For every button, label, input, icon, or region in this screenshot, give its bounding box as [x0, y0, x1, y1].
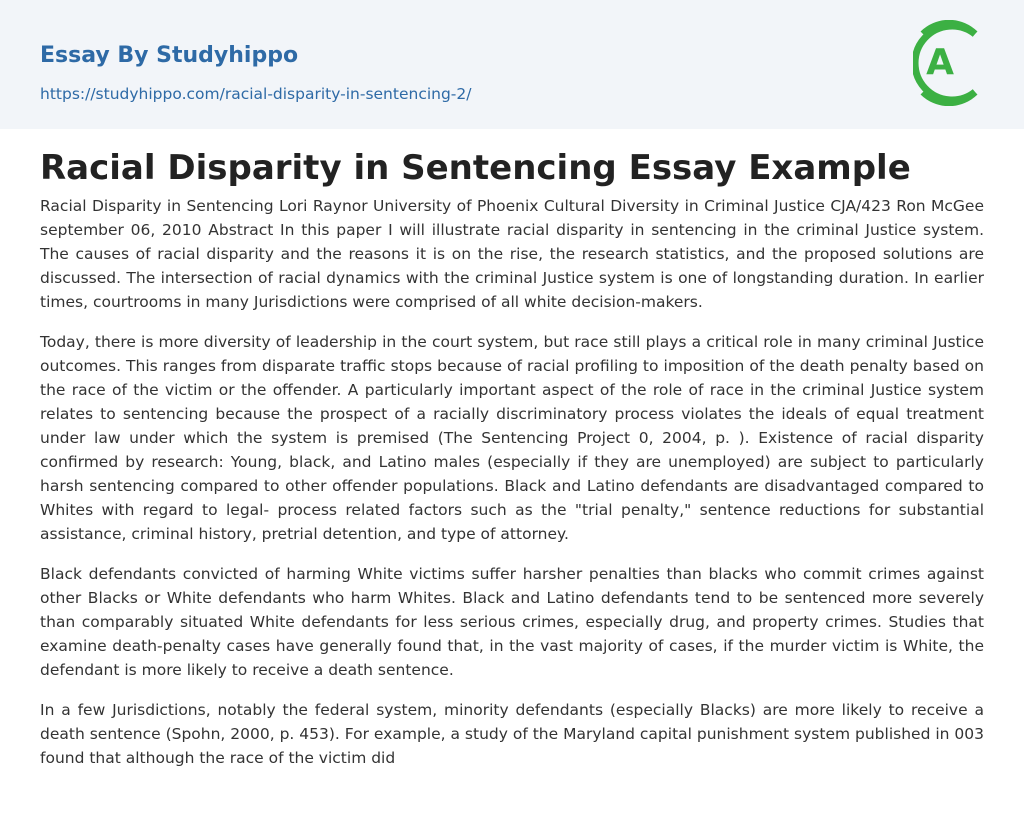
essay-paragraph: Today, there is more diversity of leadership in the court system, but race still plays a critical role in many criminal Justice outcomes. This ranges from disparate traffic stops because of racial profiling to imposition of the death penalty based on the race of the victim or the offender. A particularly important aspect of the role of race in the criminal Justice system relates to sentencing because the prospect of a racially discriminatory process violates the ideals of equal treatment under law under which the system is premised (The Sentencing Project 0, 2004, p. ). Existence of racial disparity confirmed by research: Young, black, and Latino males (especially if they are unemployed) are subject to particularly harsh sentencing compared to other offender populations. Black and Latino defendants are disadvantaged compared to Whites with regard to legal- process related factors such as the "trial penalty," sentence reductions for substantial assistance, criminal history, pretrial detention, and type of attorney.: [40, 333, 984, 543]
page-url-link[interactable]: https://studyhippo.com/racial-disparity-in-sentencing-2/: [40, 85, 472, 103]
site-brand[interactable]: Essay By Studyhippo: [40, 43, 299, 68]
logo-letter: A: [926, 42, 954, 83]
essay-paragraph: Black defendants convicted of harming White victims suffer harsher penalties than blacks who commit crimes against other Blacks or White defendants who harm Whites. Black and Latino defendants tend to be sentenced more severely than comparably situated White defendants for less serious crimes, especially drug, and property crimes. Studies that examine death-penalty cases have generally found that, in the vast majority of cases, if the murder victim is White, the defendant is more likely to receive a death sentence.: [40, 565, 984, 679]
essay-body: [40, 194, 984, 786]
page-title: Racial Disparity in Sentencing Essay Example: [40, 148, 911, 188]
site-header: [0, 0, 1024, 129]
essay-paragraph: Racial Disparity in Sentencing Lori Raynor University of Phoenix Cultural Diversity in Criminal Justice CJA/423 Ron McGee september 06, 2010 Abstract In this paper I will illustrate racial disparity in sentencing in the criminal Justice system. The causes of racial disparity and the reasons it is on the rise, the research statistics, and the proposed solutions are discussed. The intersection of racial dynamics with the criminal Justice system is one of longstanding duration. In earlier times, courtrooms in many Jurisdictions were comprised of all white decision-makers.: [40, 197, 984, 311]
essay-paragraph: In a few Jurisdictions, notably the federal system, minority defendants (especially Blacks) are more likely to receive a death sentence (Spohn, 2000, p. 453). For example, a study of the Maryland capital punishment system published in 003 found that although the race of the victim did: [40, 701, 984, 767]
studyhippo-logo-icon[interactable]: [913, 20, 985, 106]
